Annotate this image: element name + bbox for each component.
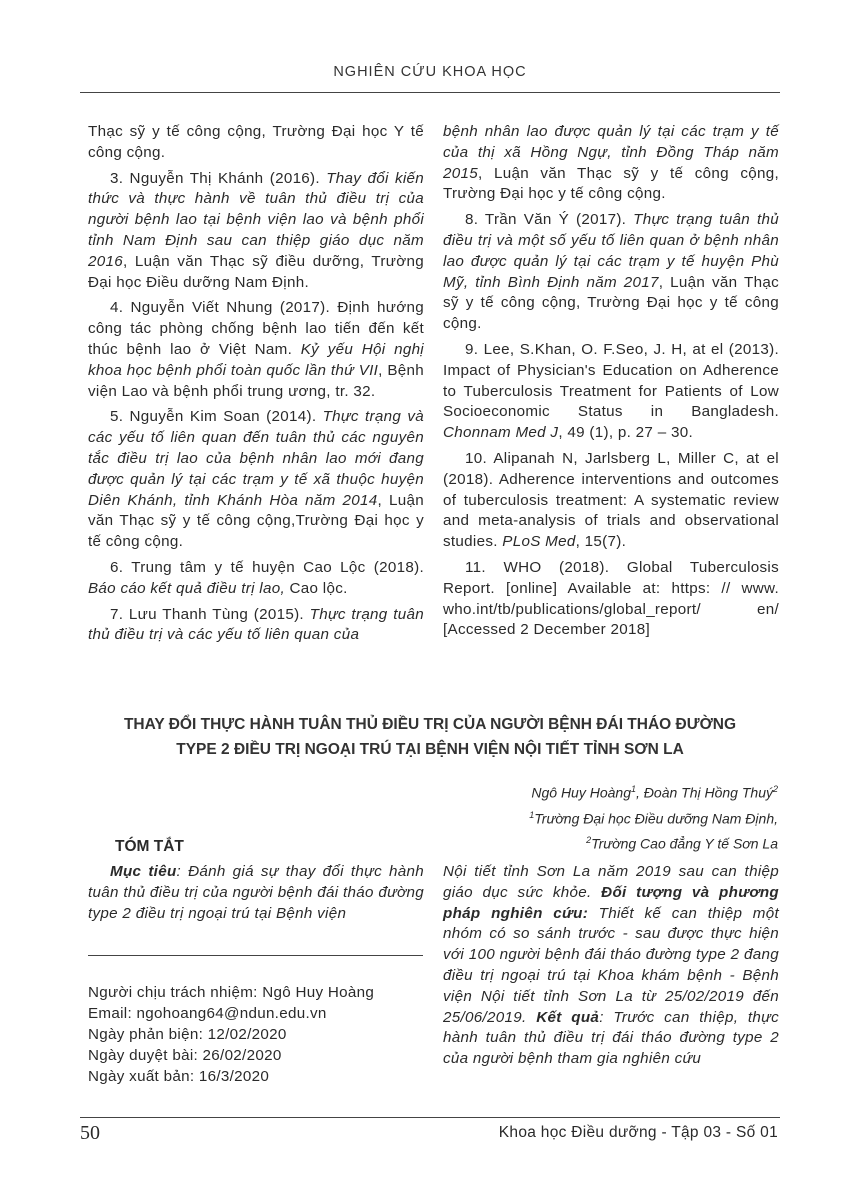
- text-run: , Luận văn Thạc sỹ y tế công cộng, Trường Đại học y tế công cộng.: [443, 273, 779, 333]
- info-publish-date: Ngày xuất bản: 16/3/2020: [88, 1068, 270, 1085]
- info-review-date: Ngày phản biện: 12/02/2020: [88, 1026, 287, 1043]
- info-email: Email: ngohoang64@ndun.edu.vn: [88, 1005, 327, 1022]
- authors: [529, 778, 778, 804]
- text-run: Thạc sỹ y tế công cộng, Trường Đại học Y tế công cộng.: [88, 123, 424, 161]
- section-header: NGHIÊN CỨU KHOA HỌC: [333, 64, 527, 80]
- text-run: Chonnam Med J: [443, 424, 559, 442]
- text-run: 7. Lưu Thanh Tùng (2015).: [110, 605, 310, 623]
- text-run: , 49 (1), p. 27 – 30.: [558, 424, 693, 442]
- author-sep: ,: [636, 784, 644, 801]
- text-run: , Bệnh viện Lao và bệnh phổi trung ương, tr. 32.: [88, 361, 424, 400]
- text-run: 6. Trung tâm y tế huyện Cao Lộc (2018).: [110, 558, 424, 576]
- text-run: 9. Lee, S.Khan, O. F.Seo, J. H, at el (2013). Impact of Physician's Education on Adherence to Tuberculosis Treatment for Patients of Low Socioeconomic Status in Bangladesh.: [443, 340, 779, 421]
- text-run: , Luận văn Thạc sỹ y tế công cộng,Trường Đại học y tế công cộng.: [88, 491, 424, 551]
- text-run: Thực trạng tuân thủ điều trị và các yếu tố liên quan của: [88, 605, 424, 644]
- paragraph: [443, 862, 779, 1070]
- aff-1-text: Trường Đại học Điều dưỡng Nam Định,: [534, 810, 778, 827]
- text-run: 3. Nguyễn Thị Khánh (2016).: [110, 169, 327, 187]
- text-run: Mục tiêu: [110, 863, 177, 880]
- title-line-1: THAY ĐỔI THỰC HÀNH TUÂN THỦ ĐIỀU TRỊ CỦA NGƯỜI BỆNH ĐÁI THÁO ĐƯỜNG: [123, 716, 737, 733]
- text-run: Thực trạng tuân thủ điều trị và một số yếu tố liên quan ở bệnh nhân lao được quản lý tại các trạm y tế huyện Phù Mỹ, tỉnh Bình Định năm 2017: [443, 211, 779, 291]
- text-run: Thực trạng và các yếu tố liên quan đến tuân thủ các nguyên tắc điều trị lao của bệnh nhân lao mới đang được quản lý tại các trạm y tế xã thuộc huyện Diên Khánh, tỉnh Khánh Hòa năm 2014: [88, 408, 424, 509]
- paragraph: [88, 122, 424, 164]
- paragraph: [88, 862, 424, 924]
- authors-block: [529, 778, 778, 855]
- author-2: Đoàn Thị Hồng Thuý: [643, 784, 773, 801]
- text-run: bệnh nhân lao được quản lý tại các trạm y tế của thị xã Hồng Ngự, tỉnh Đồng Tháp năm 2015: [443, 123, 779, 182]
- text-run: Kết quả: [536, 1008, 600, 1026]
- text-run: Kỷ yếu Hội nghị khoa học bệnh phổi toàn quốc lần thứ VII: [88, 340, 424, 379]
- text-run: PLoS Med: [502, 533, 576, 551]
- info-approval-date: Ngày duyệt bài: 26/02/2020: [88, 1047, 282, 1064]
- references-left-column: [88, 122, 424, 651]
- paragraph: [443, 340, 779, 444]
- aff-2-text: Trường Cao đẳng Y tế Sơn La: [591, 835, 778, 852]
- paragraph: [443, 122, 779, 205]
- footnote-rule: [88, 955, 423, 956]
- abstract-left-column: [88, 862, 424, 929]
- paragraph: [443, 449, 779, 553]
- references-right-column: [443, 122, 779, 646]
- paragraph: [88, 298, 424, 402]
- author-1-sup: 1: [631, 784, 637, 794]
- page-number: 50: [80, 1122, 100, 1144]
- paragraph: [443, 210, 779, 335]
- footer-rule: [80, 1117, 780, 1118]
- correspondence-info: [88, 982, 374, 1087]
- info-responsible: Người chịu trách nhiệm: Ngô Huy Hoàng: [88, 984, 375, 1001]
- text-run: , 15(7).: [575, 533, 627, 551]
- header-rule: [80, 92, 780, 93]
- paragraph: [88, 605, 424, 647]
- text-run: , Luận văn Thạc sỹ y tế công cộng, Trường Đại học y tế công cộng.: [443, 164, 779, 203]
- aff-1-sup: 1: [529, 809, 535, 820]
- affiliation-2: [529, 829, 778, 855]
- text-run: 8. Trần Văn Ý (2017).: [465, 211, 634, 229]
- abstract-right-column: [443, 862, 779, 1075]
- text-run: Thiết kế can thiệp một nhóm có so sánh trước - sau được thực hiện với 100 người bệnh đái tháo đường type 2 đang điều trị ngoại trú tại Khoa khám bệnh - Bệnh viện Nội tiết tỉnh Sơn La từ 25/02/2019 đến 25/06/2019.: [443, 904, 779, 1026]
- paragraph: [88, 169, 424, 294]
- journal-info: Khoa học Điều dưỡng - Tập 03 - Số 01: [498, 1124, 778, 1141]
- paragraph: [443, 558, 779, 641]
- abstract-heading: TÓM TẮT: [115, 838, 184, 855]
- author-2-sup: 2: [772, 784, 778, 794]
- text-run: : Trước can thiệp, thực hành tuân thủ điều trị đái tháo đường type 2 của người bệnh tham gia nghiên cứu: [443, 1008, 779, 1068]
- text-run: : Đánh giá sự thay đổi thực hành tuân thủ điều trị của người bệnh đái tháo đường type 2 điều trị ngoại trú tại Bệnh viện: [88, 863, 425, 922]
- author-1: Ngô Huy Hoàng: [531, 784, 631, 801]
- text-run: 10. Alipanah N, Jarlsberg L, Miller C, at el (2018). Adherence interventions and outcomes of tuberculosis treatment: A systematic review and meta-analysis of trials and observational studies.: [443, 449, 779, 551]
- article-title: [80, 712, 780, 762]
- aff-2-sup: 2: [586, 835, 592, 846]
- paragraph: [88, 407, 424, 553]
- affiliation-1: [529, 804, 778, 830]
- text-run: Đối tượng và phương pháp nghiên cứu:: [443, 883, 780, 922]
- title-line-2: TYPE 2 ĐIỀU TRỊ NGOẠI TRÚ TẠI BỆNH VIỆN NỘI TIẾT TỈNH SƠN LA: [176, 741, 684, 758]
- text-run: Báo cáo kết quả điều trị lao,: [88, 579, 285, 597]
- text-run: 5. Nguyễn Kim Soan (2014).: [110, 408, 323, 426]
- text-run: Cao lộc.: [284, 579, 348, 597]
- text-run: , Luận văn Thạc sỹ điều dưỡng, Trường Đại học Điều dưỡng Nam Định.: [88, 252, 424, 291]
- paragraph: [88, 558, 424, 600]
- text-run: Nội tiết tỉnh Sơn La năm 2019 sau can thiệp giáo dục sức khỏe.: [443, 863, 779, 901]
- text-run: 4. Nguyễn Viết Nhung (2017). Định hướng công tác phòng chống bệnh lao tiến đến kết thúc bệnh lao ở Việt Nam.: [88, 299, 424, 358]
- text-run: Thay đổi kiến thức và thực hành về tuân thủ điều trị của người bệnh lao tại bệnh viện lao và bệnh phổi tỉnh Nam Định sau can thiệp giáo dục năm 2016: [88, 169, 425, 270]
- text-run: 11. WHO (2018). Global Tuberculosis Report. [online] Available at: https: // www. who.int/tb/publications/global_report/ en/ [Accessed 2 December 2018]: [443, 558, 779, 639]
